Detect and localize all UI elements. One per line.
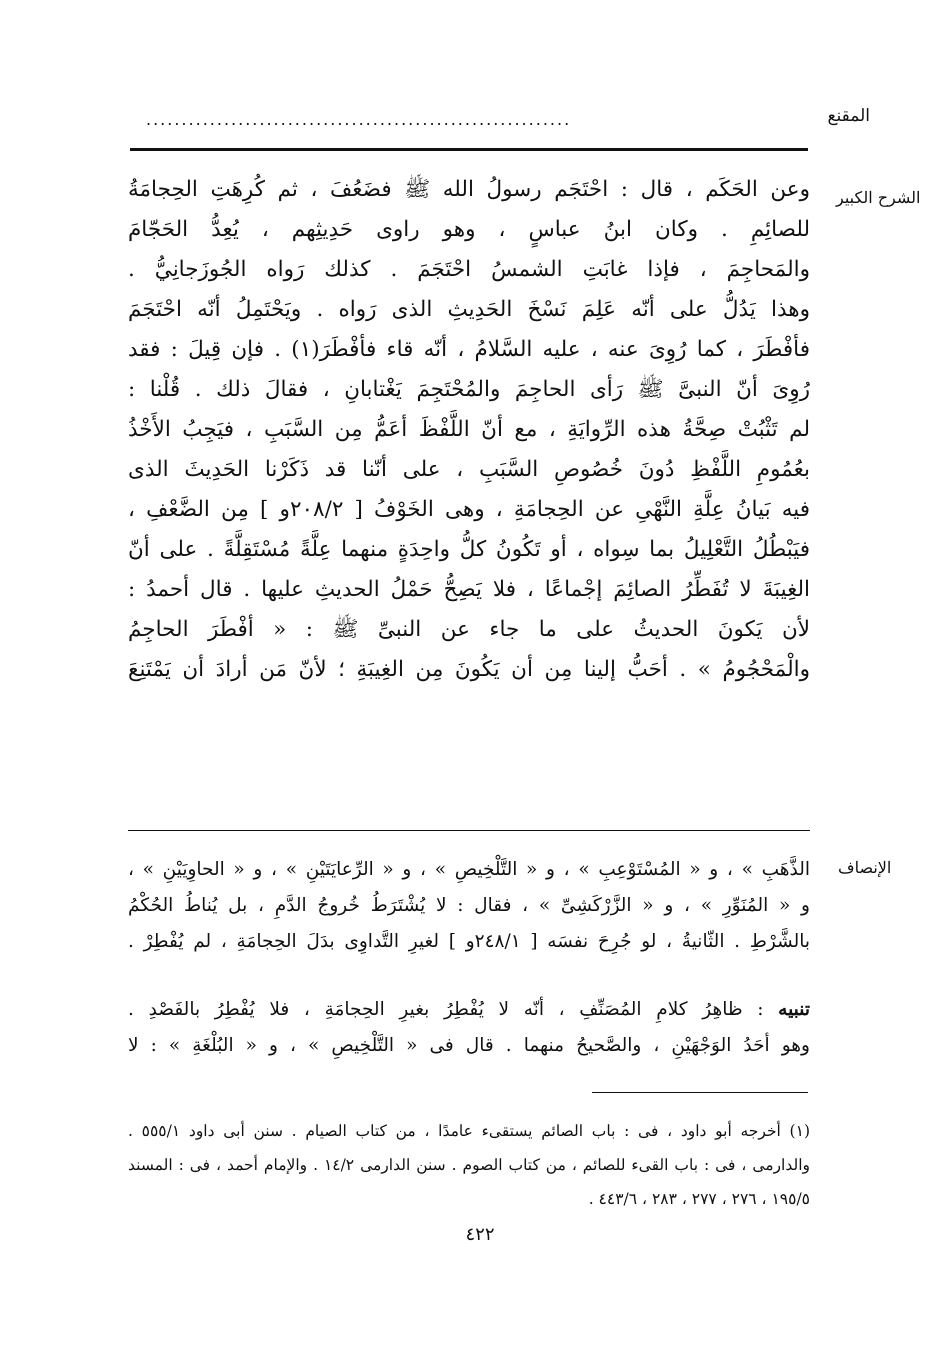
footnote-line: ١٩٥/٥ ، ٢٧٦ ، ٢٧٧ ، ٢٨٣ ، ٤٤٣/٦ . — [588, 1190, 810, 1208]
text-line: للصائِمِ . وكان ابنُ عباسٍ ، وهو راوى حَدِيثِهم ، يُعِدُّ الحَجّامَ — [128, 217, 810, 242]
text-line: بالشَّرْطِ . الثّانيةُ ، لو جُرِحَ نفسَه [ ٢٤٨/١و ] لغيرِ التَّداوِى بدَلَ الحِجامَةِ ، لم يُفْطِرْ . — [128, 931, 810, 952]
text-line: وهو أحَدُ الوَجْهَيْنِ ، والصَّحيحُ منهما . قال فى « التَّلْخِيصِ » ، و « البُلْغَةِ » : لا — [128, 1035, 810, 1056]
page-number: ٤٢٢ — [465, 1224, 495, 1245]
text-line: لم تَثْبُتْ صِحَّةُ هذه الرِّوايَةِ ، مع أنّ اللَّفْظَ أعَمُّ مِن السَّبَبِ ، فيَجِبُ الأَخْذُ — [128, 417, 810, 442]
text-line: فيه بَيانُ عِلَّةِ النَّهْىِ عن الحِجامَةِ ، وهى الخَوْفُ [ ٢٠٨/٢و ] مِن الضَّعْفِ ، — [128, 497, 810, 522]
footnote-rule — [592, 1092, 808, 1093]
running-header — [130, 104, 870, 134]
tanbih-text: : ظاهِرُ كلامِ المُصَنِّفِ ، أنّه لا يُفْطِرُ بغيرِ الحِجامَةِ ، فلا يُفْطِرُ بالفَصْدِ . — [128, 999, 779, 1020]
text-line: فأفْطَرَ ، كما رُوِىَ عنه ، عليه السَّلامُ ، أنّه قاء فأفْطَرَ(١) . فإن قِيلَ : فقد — [128, 337, 810, 362]
text-line: لأن يَكونَ الحديثُ على ما جاء عن النبىِّ ﷺ : « أفْطَرَ الحاجِمُ — [128, 617, 810, 642]
text-line: والْمَحْجُومُ » . أحَبُّ إلينا مِن أن يَكُونَ مِن الغِيبَةِ ؛ لأنّ مَن أرادَ أن يَمْتَنِعَ — [128, 657, 810, 682]
text-line: و « المُنَوِّرِ » ، و « الزَّرْكَشِىِّ » ، فقال : لا يُشْتَرَطُ خُروجُ الدَّمِ ، بل يُناطُ الحُكْمُ — [128, 895, 810, 916]
main-text — [128, 170, 810, 690]
tanbih-label: تنبيه — [778, 999, 810, 1020]
text-line: فيَبْطُلُ التَّعْلِيلُ بما سِواه ، أو تَكُونُ كلُّ واحِدَةٍ منهما عِلَّةً مُسْتَقِلَّةً . على أنّ — [128, 537, 810, 562]
side-label-sharh: الشرح الكبير — [836, 188, 921, 207]
text-line — [128, 992, 810, 1028]
tanbih-paragraph — [128, 992, 810, 1064]
text-line: وعن الحَكَم ، قال : احْتَجَم رسولُ الله ﷺ فضَعُفَ ، ثم كُرِهَتِ الحِجامَةُ — [128, 177, 810, 202]
text-line: رُوِىَ أنّ النبىَّ ﷺ رَأى الحاجِمَ والمُحْتَجِمَ يَغْتابانِ ، فقالَ ذلك . قُلْنا : — [128, 377, 810, 402]
header-rule — [130, 148, 808, 151]
footnote-line: (١) أخرجه أبو داود ، فى : باب الصائم يستقىء عامدًا ، من كتاب الصيام . سنن أبى داود ٥٥٥/١ . — [128, 1122, 810, 1140]
header-dot-leader: ............................................................ — [146, 110, 572, 129]
footnotes — [128, 1114, 810, 1216]
insaf-text — [128, 852, 810, 960]
text-line: بعُمُومِ اللَّفْظِ دُونَ خُصُوصِ السَّبَبِ ، على أنّنا قد ذَكَرْنا الحَدِيثَ الذى — [128, 457, 810, 482]
side-label-insaf: الإنصاف — [838, 858, 892, 877]
footnote-line: والدارمى ، فى : باب القىء للصائم ، من كتاب الصوم . سنن الدارمى ١٤/٢ . والإمام أحمد ، فى : المسند — [128, 1156, 810, 1174]
text-line: وهذا يَدُلُّ على أنّه عَلِمَ نَسْخَ الحَدِيثِ الذى رَواه . ويَحْتَمِلُ أنّه احْتَجَمَ — [128, 297, 810, 322]
text-line: الذَّهَبِ » ، و « المُسْتَوْعِبِ » ، و « التَّلْخِيصِ » ، و « الرِّعايَتَيْنِ » ، و « الحاوِيَيْنِ » ، — [128, 859, 810, 880]
running-title: المقنع — [827, 106, 870, 126]
section-divider — [128, 830, 810, 831]
text-line: الغِيبَةَ لا تُفَطِّرُ الصائِمَ إجْماعًا ، فلا يَصِحُّ حَمْلُ الحديثِ عليها . قال أحمدُ : — [128, 577, 810, 602]
text-line: والمَحاجِمَ ، فإذا غابَتِ الشمسُ احْتَجَمَ . كذلك رَواه الجُوزَجانِيُّ . — [128, 257, 810, 282]
